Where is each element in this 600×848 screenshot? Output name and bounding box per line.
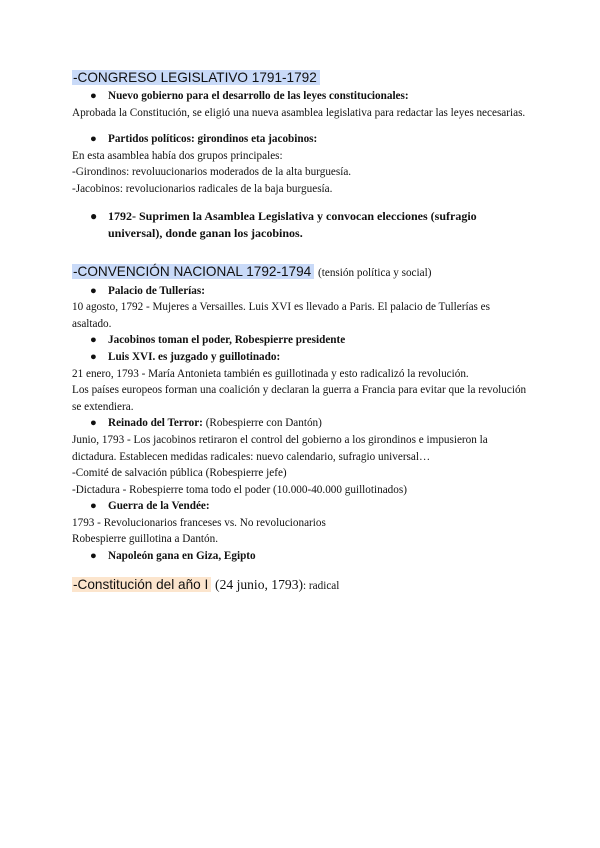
paragraph: 21 enero, 1793 - María Antonieta también es guillotinada y esto radicalizó la revolución. — [72, 367, 469, 380]
section-heading-constitucion — [72, 575, 532, 596]
bullet-icon: ● — [90, 417, 97, 430]
bullet-list — [72, 283, 532, 300]
bullet-item: ● Jacobinos toman el poder, Robespierre presidente — [72, 332, 532, 349]
paragraph: Los países europeos forman una coalición y declaran la guerra a Francia para evitar que la revolución se extendiera. — [72, 384, 527, 413]
bullet-icon: ● — [90, 208, 98, 223]
bullet-list — [72, 131, 532, 148]
paragraph: -Jacobinos: revolucionarios radicales de la baja burguesía. — [72, 182, 333, 195]
heading-aside: (tensión política y social) — [318, 266, 432, 279]
bullet-item: ● Napoleón gana en Giza, Egipto — [72, 548, 532, 565]
bullet-item: ● Guerra de la Vendée: — [72, 498, 532, 515]
heading-date: (24 junio, 1793) — [215, 576, 304, 592]
bullet-icon: ● — [90, 350, 97, 363]
bullet-list — [72, 208, 532, 242]
bullet-item: ● Luis XVI. es juzgado y guillotinado: — [72, 349, 532, 366]
bullet-list — [72, 88, 532, 105]
paragraph: Robespierre guillotina a Dantón. — [72, 533, 219, 546]
bullet-list — [72, 415, 532, 432]
bullet-list — [72, 498, 532, 515]
document-content — [72, 68, 532, 596]
paragraph: Junio, 1793 - Los jacobinos retiraron el control del gobierno a los girondinos e impusieron la dictadura. Establecen medidas radicales: nuevo calendario, sufragio universal… — [72, 433, 488, 463]
bullet-icon: ● — [90, 500, 97, 513]
heading-highlight: -CONGRESO LEGISLATIVO 1791-1792 — [72, 70, 320, 85]
bullet-list — [72, 332, 532, 365]
paragraph: 10 agosto, 1792 - Mujeres a Versailles. Luis XVI es llevado a Paris. El palacio de Tullerías es asaltado. — [72, 301, 490, 330]
bullet-item: ● Reinado del Terror: (Robespierre con Dantón) — [72, 415, 532, 432]
bullet-list — [72, 548, 532, 565]
heading-highlight: -Constitución del año I — [72, 577, 211, 592]
section-heading-congreso — [72, 68, 532, 88]
paragraph: -Comité de salvación pública (Robespierre jefe) — [72, 467, 287, 480]
paragraph: Aprobada la Constitución, se eligió una nueva asamblea legislativa para redactar las leyes necesarias. — [72, 106, 526, 119]
bullet-icon: ● — [90, 550, 97, 563]
paragraph: -Girondinos: revoluucionarios moderados de la alta burguesía. — [72, 166, 352, 179]
heading-highlight: -CONVENCIÓN NACIONAL 1792-1794 — [72, 264, 314, 279]
bullet-icon: ● — [90, 133, 97, 146]
bullet-icon: ● — [90, 334, 97, 347]
bullet-item: ● Nuevo gobierno para el desarrollo de las leyes constitucionales: — [72, 88, 532, 105]
section-heading-convencion — [72, 262, 532, 283]
bullet-item: ● 1792- Suprimen la Asamblea Legislativa y convocan elecciones (sufragio universal), donde ganan los jacobinos. — [90, 208, 477, 240]
heading-suffix: : radical — [303, 579, 340, 592]
bullet-icon: ● — [90, 90, 97, 102]
paragraph: 1793 - Revolucionarios franceses vs. No revolucionarios — [72, 516, 326, 529]
paragraph: -Dictadura - Robespierre toma todo el poder (10.000-40.000 guillotinados) — [72, 483, 407, 496]
bullet-item: ● Palacio de Tullerías: — [72, 283, 532, 300]
bullet-item: ● Partidos políticos: girondinos eta jacobinos: — [72, 131, 532, 148]
bullet-icon: ● — [90, 284, 97, 297]
paragraph: En esta asamblea había dos grupos principales: — [72, 149, 283, 162]
